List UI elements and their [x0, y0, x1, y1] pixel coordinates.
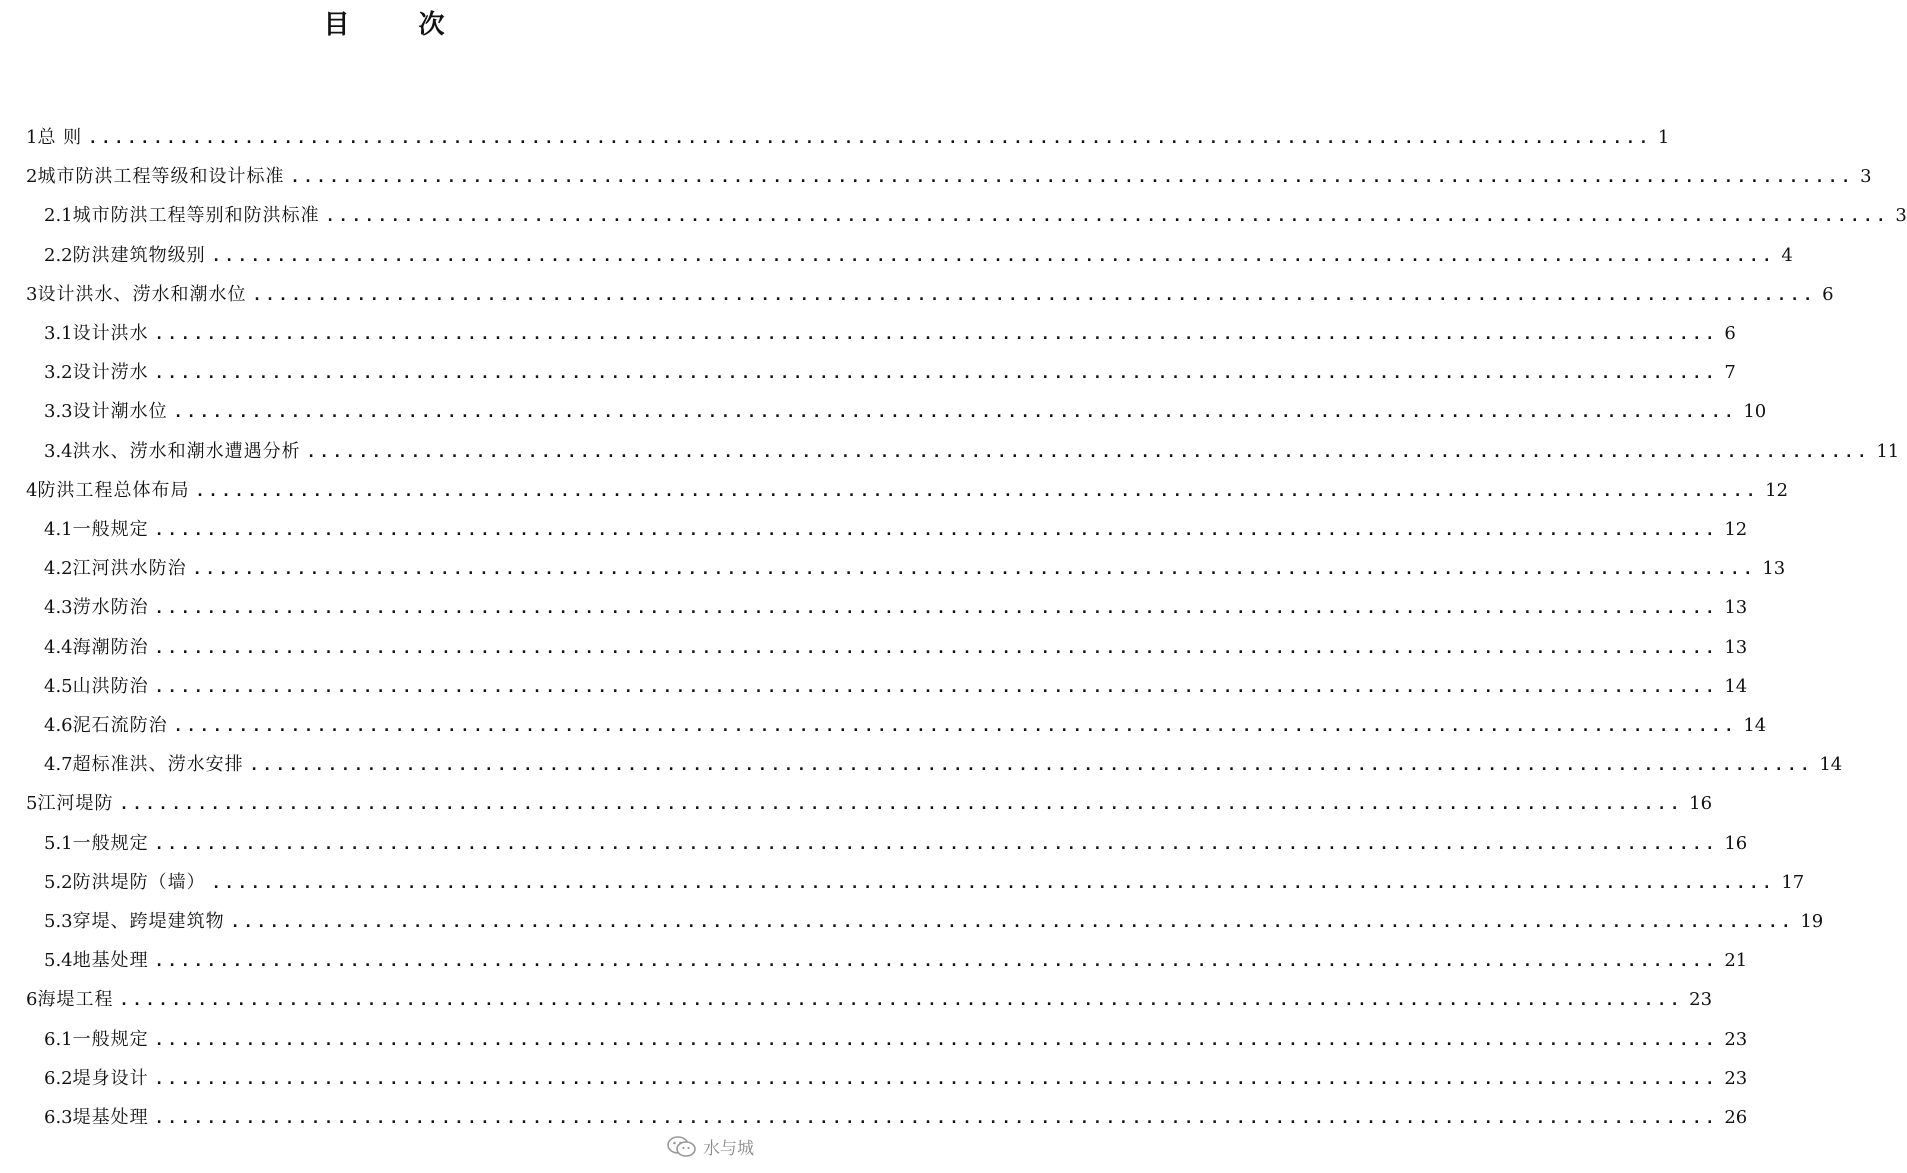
- dot-leader: ........................................................................................................................: [154, 364, 1719, 383]
- dot-leader: ........................................................................................................................: [154, 677, 1719, 696]
- toc-entry-page: 14: [1724, 675, 1748, 697]
- toc-entry-page: 6: [1724, 323, 1736, 344]
- toc-entry-title: 设计洪水: [72, 323, 149, 344]
- toc-entry-number: 5.1: [44, 832, 73, 854]
- toc-entry-number: 2.2: [44, 244, 73, 266]
- toc-entry-page: 7: [1724, 362, 1736, 384]
- toc-entry-title: 涝水防治: [72, 597, 149, 619]
- toc-entry-title: 一般规定: [72, 1028, 149, 1050]
- toc-entry-number: 3.3: [44, 401, 73, 423]
- toc-entry-page: 1: [1657, 127, 1670, 148]
- dot-leader: ........................................................................................................................: [154, 1030, 1719, 1049]
- toc-entry-title: 一般规定: [72, 832, 149, 854]
- toc-entry[interactable]: [26, 163, 1872, 191]
- toc-entry-number: 3.2: [44, 362, 73, 384]
- toc-entry[interactable]: [44, 1104, 1748, 1132]
- toc-entry-page: 23: [1724, 1028, 1748, 1050]
- dot-leader: ........................................................................................................................: [88, 129, 1652, 147]
- toc-entry-title: 防洪建筑物级别: [72, 244, 206, 266]
- toc-entry-page: 3: [1895, 205, 1907, 227]
- toc-entry[interactable]: [44, 359, 1736, 387]
- toc-entry-page: 13: [1724, 597, 1748, 619]
- wechat-icon: [667, 1135, 697, 1159]
- toc-entry-number: 2: [26, 166, 38, 188]
- toc-entry-title: 超标准洪、涝水安排: [72, 754, 244, 776]
- toc-entry-page: 6: [1822, 283, 1834, 305]
- toc-entry-number: 4.5: [44, 675, 73, 697]
- toc-entry-page: 23: [1724, 1067, 1748, 1089]
- toc-entry-page: 23: [1689, 989, 1713, 1011]
- toc-entry-title: 防洪工程总体布局: [37, 479, 190, 501]
- toc-entry[interactable]: [26, 281, 1834, 309]
- dot-leader: ........................................................................................................................: [119, 991, 1684, 1010]
- dot-leader: ........................................................................................................................: [154, 638, 1719, 657]
- toc-entry[interactable]: [44, 947, 1748, 975]
- toc-entry-title: 堤基处理: [72, 1107, 149, 1128]
- toc-entry-page: 14: [1743, 715, 1767, 736]
- dot-leader: ........................................................................................................................: [154, 1069, 1719, 1088]
- toc-entry-page: 13: [1724, 636, 1748, 658]
- toc-entry[interactable]: [44, 398, 1767, 426]
- toc-entry-page: 26: [1724, 1107, 1748, 1128]
- toc-entry[interactable]: [44, 751, 1843, 779]
- dot-leader: ........................................................................................................................: [230, 913, 1795, 931]
- dot-leader: ........................................................................................................................: [211, 873, 1776, 892]
- toc-entry-number: 4.3: [44, 597, 73, 619]
- toc-entry-title: 穿堤、跨堤建筑物: [72, 911, 225, 932]
- toc-entry-number: 4.7: [44, 754, 73, 776]
- dot-leader: ........................................................................................................................: [211, 246, 1776, 265]
- toc-entry-title: 设计洪水、涝水和潮水位: [37, 283, 247, 305]
- toc-entry[interactable]: [44, 438, 1900, 466]
- toc-entry[interactable]: [44, 320, 1736, 348]
- dot-leader: ........................................................................................................................: [173, 717, 1738, 735]
- toc-entry[interactable]: [26, 477, 1789, 505]
- toc-entry-number: 4.6: [44, 715, 73, 736]
- watermark-text: 水与城: [703, 1139, 754, 1159]
- toc-entry[interactable]: [44, 242, 1793, 270]
- toc-entry[interactable]: [44, 202, 1907, 230]
- toc-entry[interactable]: [44, 908, 1824, 936]
- toc-entry-page: 21: [1724, 950, 1748, 972]
- dot-leader: ........................................................................................................................: [306, 442, 1871, 461]
- toc-entry-number: 6.1: [44, 1028, 73, 1050]
- dot-leader: ........................................................................................................................: [252, 285, 1817, 304]
- dot-leader: ........................................................................................................................: [195, 481, 1760, 500]
- dot-leader: ........................................................................................................................: [325, 207, 1890, 226]
- toc-entry-page: 11: [1876, 440, 1900, 462]
- dot-leader: ........................................................................................................................: [154, 1109, 1719, 1127]
- toc-entry-number: 5: [26, 793, 38, 815]
- toc-entry-number: 1: [26, 127, 38, 148]
- watermark: [667, 1134, 754, 1159]
- toc-entry-number: 5.3: [44, 911, 73, 932]
- dot-leader: ........................................................................................................................: [154, 834, 1719, 853]
- toc-entry[interactable]: [26, 124, 1670, 152]
- toc-entry-number: 4: [26, 479, 38, 501]
- dot-leader: ........................................................................................................................: [154, 599, 1719, 618]
- toc-entry-page: 16: [1689, 793, 1713, 815]
- toc-entry-number: 4.1: [44, 519, 73, 540]
- toc-entry[interactable]: [44, 712, 1767, 740]
- toc-entry-page: 14: [1819, 754, 1843, 776]
- toc-entry-title: 设计潮水位: [72, 401, 168, 423]
- toc-entry-title: 一般规定: [72, 519, 149, 540]
- toc-entry-title: 城市防洪工程等别和防洪标准: [72, 205, 320, 227]
- toc-entry-title: 江河洪水防治: [72, 558, 187, 580]
- toc-entry-page: 3: [1860, 166, 1872, 188]
- dot-leader: ........................................................................................................................: [249, 756, 1814, 775]
- dot-leader: ........................................................................................................................: [173, 403, 1738, 422]
- toc-entry-number: 3.4: [44, 440, 73, 462]
- toc-entry[interactable]: [26, 986, 1713, 1014]
- toc-entry-number: 4.4: [44, 636, 73, 658]
- toc-entry-number: 3: [26, 283, 38, 305]
- page-title: 目 次: [323, 10, 475, 40]
- toc-entry-number: 6.3: [44, 1107, 73, 1128]
- toc-entry[interactable]: [44, 1026, 1748, 1054]
- toc-entry-number: 4.2: [44, 558, 73, 580]
- toc-entry[interactable]: [44, 634, 1748, 662]
- toc-entry-title: 洪水、涝水和潮水遭遇分析: [72, 440, 301, 462]
- toc-entry-title: 总 则: [37, 127, 83, 148]
- dot-leader: ........................................................................................................................: [154, 325, 1719, 343]
- toc-entry-title: 山洪防治: [72, 675, 149, 697]
- dot-leader: ........................................................................................................................: [119, 795, 1684, 814]
- toc-entry-title: 设计涝水: [72, 362, 149, 384]
- toc-entry-title: 江河堤防: [37, 793, 114, 815]
- dot-leader: ........................................................................................................................: [290, 168, 1855, 187]
- dot-leader: ........................................................................................................................: [192, 560, 1757, 579]
- toc-entry-title: 泥石流防治: [72, 715, 168, 736]
- toc-entry-page: 17: [1781, 871, 1805, 893]
- toc-entry[interactable]: [44, 594, 1748, 622]
- toc-entry-number: 5.4: [44, 950, 73, 972]
- toc-entry-number: 6.2: [44, 1067, 73, 1089]
- toc-entry-page: 12: [1765, 479, 1789, 501]
- toc-entry[interactable]: [26, 790, 1713, 818]
- toc-entry-page: 16: [1724, 832, 1748, 854]
- toc-entry-title: 防洪堤防（墙）: [72, 871, 206, 893]
- toc-entry-title: 海堤工程: [37, 989, 114, 1011]
- toc-entry-title: 堤身设计: [72, 1067, 149, 1089]
- toc-entry[interactable]: [44, 830, 1748, 858]
- dot-leader: ........................................................................................................................: [154, 521, 1719, 539]
- toc-entry-page: 12: [1724, 519, 1748, 540]
- toc-entry-page: 10: [1743, 401, 1767, 423]
- toc-entry[interactable]: [44, 869, 1805, 897]
- toc-entry-number: 5.2: [44, 871, 73, 893]
- toc-entry-page: 19: [1800, 911, 1824, 932]
- toc-entry-number: 2.1: [44, 205, 73, 227]
- toc-entry[interactable]: [44, 1065, 1748, 1093]
- toc-entry[interactable]: [44, 516, 1748, 544]
- toc-entry-title: 城市防洪工程等级和设计标准: [37, 166, 285, 188]
- dot-leader: ........................................................................................................................: [154, 952, 1719, 971]
- toc-entry-page: 13: [1762, 558, 1786, 580]
- toc-entry[interactable]: [44, 673, 1748, 701]
- toc-entry-page: 4: [1781, 244, 1793, 266]
- toc-entry-title: 地基处理: [72, 950, 149, 972]
- toc-entry-number: 6: [26, 989, 38, 1011]
- toc-entry[interactable]: [44, 555, 1786, 583]
- toc-entry-title: 海潮防治: [72, 636, 149, 658]
- toc-entry-number: 3.1: [44, 323, 73, 344]
